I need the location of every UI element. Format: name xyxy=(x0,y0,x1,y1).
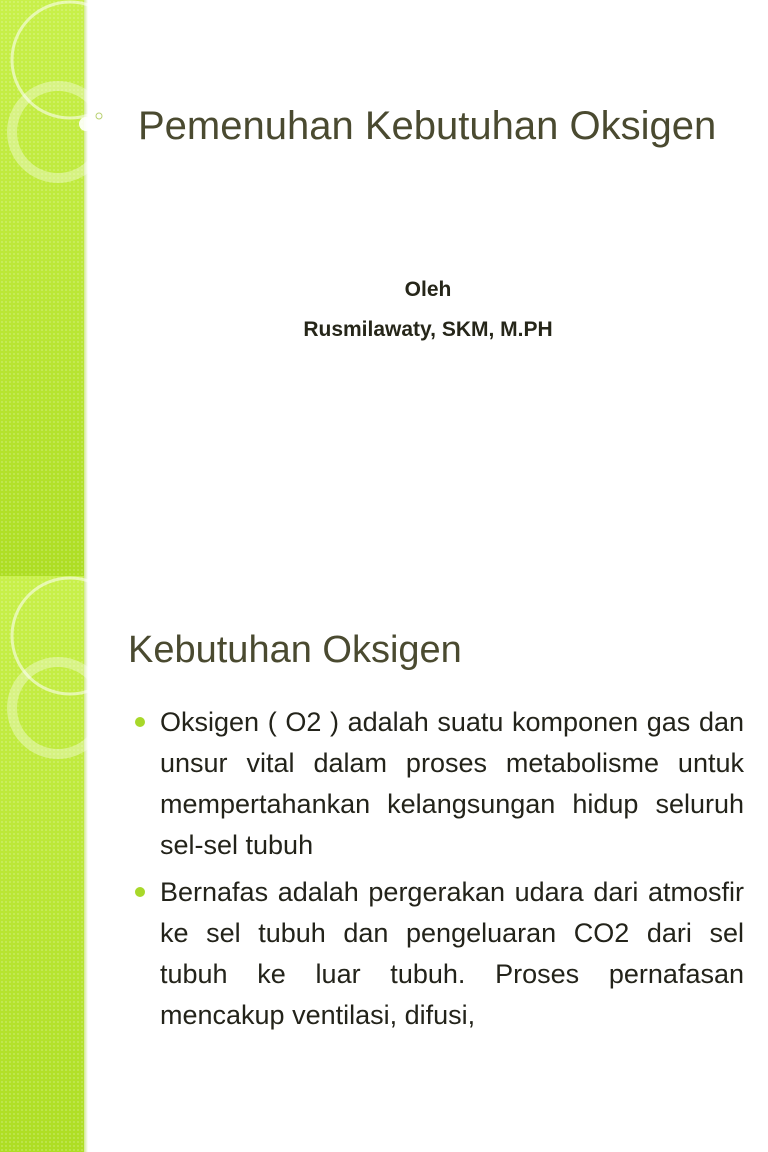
bullet-item xyxy=(132,702,744,866)
bullet-text: Bernafas adalah pergerakan udara dari atmosfir ke sel tubuh dan pengeluaran CO2 dari sel tubuh ke luar tubuh. Proses pernafasan mencakup ventilasi, difusi, xyxy=(160,877,744,1030)
bullet-list xyxy=(132,702,744,1042)
content-slide xyxy=(0,576,768,1152)
bullet-dot-icon xyxy=(135,887,145,897)
bullet-item xyxy=(132,872,744,1036)
slide-title: Pemenuhan Kebutuhan Oksigen xyxy=(138,104,717,148)
bullet-text: Oksigen ( O2 ) adalah suatu komponen gas dan unsur vital dalam proses metabolisme untuk mempertahankan kelangsungan hidup seluruh sel-sel tubuh xyxy=(160,707,744,860)
author-name: Rusmilawaty, SKM, M.PH xyxy=(303,318,553,341)
slide-title: Kebutuhan Oksigen xyxy=(128,629,462,671)
author-prefix: Oleh xyxy=(404,278,452,301)
bullet-dot-icon xyxy=(135,717,145,727)
author-block xyxy=(150,270,706,350)
